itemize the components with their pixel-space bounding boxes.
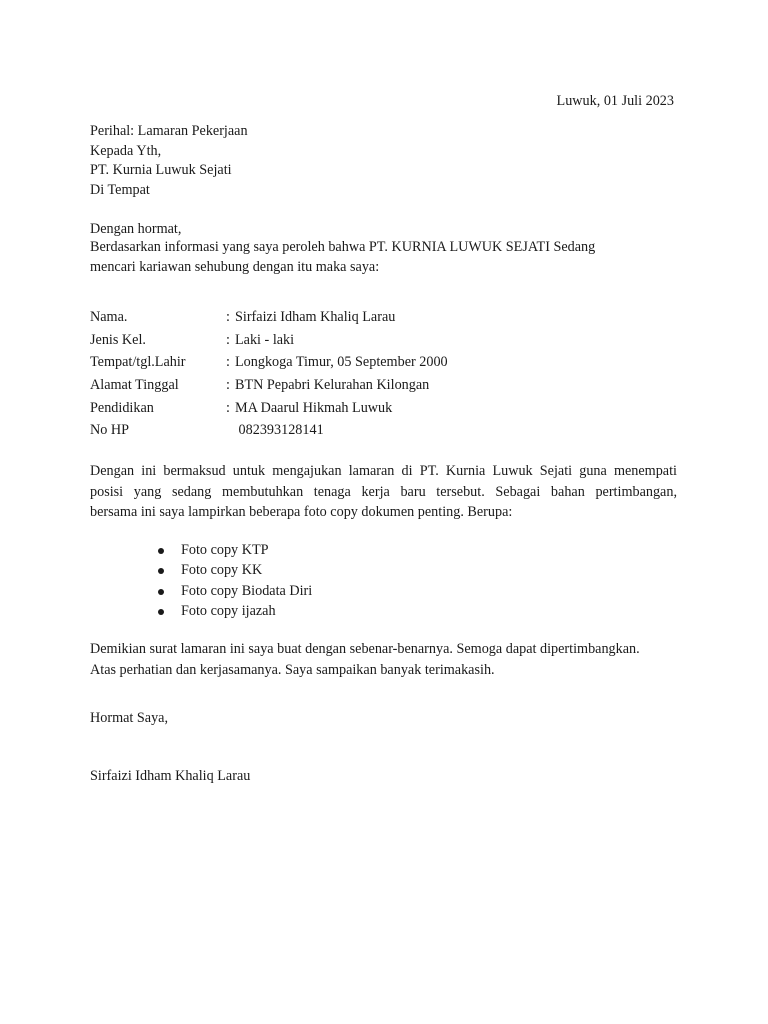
detail-value: Sirfaizi Idham Khaliq Larau [235, 309, 396, 325]
addressee-company: PT. Kurnia Luwuk Sejati [90, 162, 232, 178]
letter-header [90, 122, 248, 200]
detail-colon: : [226, 354, 230, 371]
detail-value: MA Daarul Hikmah Luwuk [235, 399, 393, 416]
addressee-salutation: Kepada Yth, [90, 142, 162, 159]
intro-line: mencari kariawan sehubung dengan itu maka saya: [90, 259, 380, 275]
attachment-list [158, 541, 312, 622]
attachment-label: Foto copy Biodata Diri [181, 582, 313, 599]
bullet-icon [158, 589, 164, 595]
detail-label: Nama. [90, 309, 128, 325]
list-item [158, 582, 312, 602]
purpose-line: posisi yang sedang membutuhkan tenaga kerja baru tersebut. Sebagai bahan pertimbangan, [90, 483, 677, 500]
purpose-line: bersama ini saya lampirkan beberapa foto copy dokumen penting. Berupa: [90, 504, 513, 520]
detail-label: Pendidikan [90, 399, 154, 416]
detail-label: Alamat Tinggal [90, 377, 179, 394]
purpose-line: Dengan ini bermaksud untuk mengajukan lamaran di PT. Kurnia Luwuk Sejati guna menempati [90, 463, 677, 479]
intro-line: Berdasarkan informasi yang saya peroleh bahwa PT. KURNIA LUWUK SEJATI Sedang [90, 239, 596, 255]
list-item [158, 561, 312, 581]
list-item [158, 602, 312, 622]
signature-name: Sirfaizi Idham Khaliq Larau [90, 768, 251, 784]
bullet-icon [158, 568, 164, 574]
detail-value: BTN Pepabri Kelurahan Kilongan [235, 377, 430, 394]
detail-colon: : [226, 399, 230, 416]
bullet-icon [158, 548, 164, 554]
detail-value: Longkoga Timur, 05 September 2000 [235, 354, 448, 371]
greeting: Dengan hormat, [90, 221, 182, 237]
intro-paragraph [90, 238, 676, 278]
addressee-location: Di Tempat [90, 181, 150, 198]
detail-value: 082393128141 [235, 422, 324, 439]
detail-colon: : [226, 377, 230, 394]
detail-value: Laki - laki [235, 331, 295, 348]
regards: Hormat Saya, [90, 710, 169, 726]
subject-line: Perihal: Lamaran Pekerjaan [90, 123, 248, 139]
attachment-label: Foto copy ijazah [181, 602, 276, 619]
detail-label: No HP [90, 422, 130, 439]
letter-date: Luwuk, 01 Juli 2023 [556, 93, 674, 109]
list-item [158, 541, 312, 561]
detail-label: Tempat/tgl.Lahir [90, 354, 186, 371]
detail-colon: : [226, 331, 230, 348]
closing-line: Atas perhatian dan kerjasamanya. Saya sampaikan banyak terimakasih. [90, 661, 495, 678]
detail-label: Jenis Kel. [90, 331, 146, 348]
closing-paragraph [90, 640, 678, 681]
detail-colon: : [226, 309, 230, 325]
attachment-label: Foto copy KK [181, 562, 263, 579]
purpose-paragraph [90, 462, 677, 524]
bullet-icon [158, 609, 164, 615]
closing-line: Demikian surat lamaran ini saya buat dengan sebenar-benarnya. Semoga dapat dipertimbangkan. [90, 641, 640, 657]
attachment-label: Foto copy KTP [181, 542, 269, 558]
